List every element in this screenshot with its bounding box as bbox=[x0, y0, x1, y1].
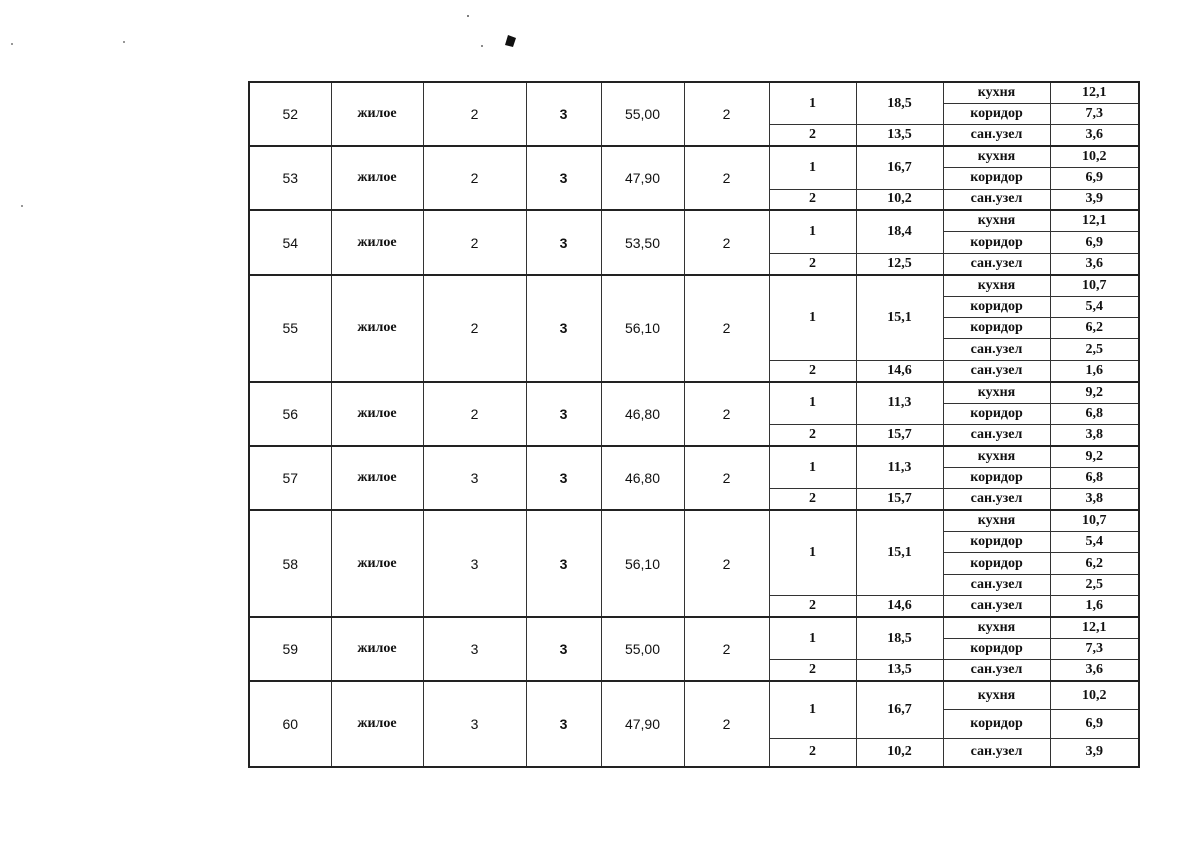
floor: 3 bbox=[423, 510, 526, 617]
aux-room-area: 7,3 bbox=[1050, 103, 1139, 124]
room-area: 18,5 bbox=[856, 82, 943, 125]
aux-room-name: кухня bbox=[943, 382, 1050, 403]
floor: 2 bbox=[423, 210, 526, 274]
aux-room-area: 12,1 bbox=[1050, 617, 1139, 638]
apartments-table-body bbox=[249, 82, 1139, 767]
room-area: 10,2 bbox=[856, 738, 943, 767]
aux-room-name: кухня bbox=[943, 275, 1050, 296]
total-area: 47,90 bbox=[601, 681, 684, 767]
column-6-value: 2 bbox=[684, 210, 769, 274]
aux-room-name: сан.узел bbox=[943, 660, 1050, 681]
aux-room-name: коридор bbox=[943, 296, 1050, 317]
aux-room-area: 10,2 bbox=[1050, 146, 1139, 167]
floor: 2 bbox=[423, 275, 526, 382]
room-index: 2 bbox=[769, 489, 856, 510]
aux-room-name: сан.узел bbox=[943, 489, 1050, 510]
aux-room-area: 3,6 bbox=[1050, 125, 1139, 146]
premises-type: жилое bbox=[331, 617, 423, 681]
aux-room-area: 6,9 bbox=[1050, 710, 1139, 739]
aux-room-area: 10,7 bbox=[1050, 510, 1139, 531]
aux-room-name: коридор bbox=[943, 710, 1050, 739]
aux-room-area: 12,1 bbox=[1050, 82, 1139, 103]
room-count: 3 bbox=[526, 210, 601, 274]
room-area: 14,6 bbox=[856, 596, 943, 617]
room-area: 13,5 bbox=[856, 125, 943, 146]
aux-room-name: сан.узел bbox=[943, 360, 1050, 381]
aux-room-area: 9,2 bbox=[1050, 446, 1139, 467]
apartment-number: 59 bbox=[249, 617, 331, 681]
premises-type: жилое bbox=[331, 82, 423, 146]
total-area: 47,90 bbox=[601, 146, 684, 210]
aux-room-name: коридор bbox=[943, 168, 1050, 189]
floor: 3 bbox=[423, 681, 526, 767]
table-row bbox=[249, 510, 1139, 531]
aux-room-area: 10,7 bbox=[1050, 275, 1139, 296]
room-index: 1 bbox=[769, 617, 856, 660]
column-6-value: 2 bbox=[684, 146, 769, 210]
floor: 2 bbox=[423, 82, 526, 146]
room-area: 15,7 bbox=[856, 425, 943, 446]
table-row bbox=[249, 146, 1139, 167]
total-area: 46,80 bbox=[601, 446, 684, 510]
aux-room-area: 1,6 bbox=[1050, 360, 1139, 381]
aux-room-area: 1,6 bbox=[1050, 596, 1139, 617]
apartment-number: 58 bbox=[249, 510, 331, 617]
premises-type: жилое bbox=[331, 446, 423, 510]
aux-room-name: сан.узел bbox=[943, 596, 1050, 617]
floor: 3 bbox=[423, 446, 526, 510]
aux-room-area: 6,2 bbox=[1050, 317, 1139, 338]
apartments-table bbox=[248, 81, 1140, 768]
premises-type: жилое bbox=[331, 210, 423, 274]
aux-room-area: 3,6 bbox=[1050, 253, 1139, 274]
aux-room-area: 3,8 bbox=[1050, 489, 1139, 510]
room-area: 13,5 bbox=[856, 660, 943, 681]
room-index: 1 bbox=[769, 681, 856, 738]
aux-room-area: 3,9 bbox=[1050, 189, 1139, 210]
room-count: 3 bbox=[526, 382, 601, 446]
column-6-value: 2 bbox=[684, 510, 769, 617]
room-index: 1 bbox=[769, 210, 856, 253]
room-area: 12,5 bbox=[856, 253, 943, 274]
room-count: 3 bbox=[526, 146, 601, 210]
room-area: 18,4 bbox=[856, 210, 943, 253]
aux-room-area: 2,5 bbox=[1050, 574, 1139, 595]
apartment-number: 54 bbox=[249, 210, 331, 274]
room-count: 3 bbox=[526, 510, 601, 617]
aux-room-area: 6,2 bbox=[1050, 553, 1139, 574]
aux-room-name: коридор bbox=[943, 317, 1050, 338]
room-index: 2 bbox=[769, 596, 856, 617]
room-area: 16,7 bbox=[856, 681, 943, 738]
room-area: 18,5 bbox=[856, 617, 943, 660]
aux-room-name: коридор bbox=[943, 532, 1050, 553]
room-area: 11,3 bbox=[856, 446, 943, 489]
premises-type: жилое bbox=[331, 146, 423, 210]
room-index: 2 bbox=[769, 425, 856, 446]
table-row bbox=[249, 681, 1139, 710]
column-6-value: 2 bbox=[684, 617, 769, 681]
aux-room-area: 6,8 bbox=[1050, 467, 1139, 488]
total-area: 56,10 bbox=[601, 275, 684, 382]
aux-room-name: коридор bbox=[943, 553, 1050, 574]
room-count: 3 bbox=[526, 681, 601, 767]
room-index: 2 bbox=[769, 189, 856, 210]
table-row bbox=[249, 82, 1139, 103]
aux-room-area: 5,4 bbox=[1050, 532, 1139, 553]
room-count: 3 bbox=[526, 446, 601, 510]
room-area: 15,1 bbox=[856, 510, 943, 596]
premises-type: жилое bbox=[331, 510, 423, 617]
aux-room-name: сан.узел bbox=[943, 574, 1050, 595]
room-area: 15,1 bbox=[856, 275, 943, 361]
apartment-number: 56 bbox=[249, 382, 331, 446]
table-row bbox=[249, 275, 1139, 296]
column-6-value: 2 bbox=[684, 82, 769, 146]
premises-type: жилое bbox=[331, 382, 423, 446]
room-index: 1 bbox=[769, 275, 856, 361]
apartment-number: 52 bbox=[249, 82, 331, 146]
aux-room-name: сан.узел bbox=[943, 425, 1050, 446]
floor: 2 bbox=[423, 382, 526, 446]
floor: 3 bbox=[423, 617, 526, 681]
aux-room-name: кухня bbox=[943, 82, 1050, 103]
aux-room-area: 10,2 bbox=[1050, 681, 1139, 710]
aux-room-name: кухня bbox=[943, 681, 1050, 710]
total-area: 46,80 bbox=[601, 382, 684, 446]
aux-room-area: 5,4 bbox=[1050, 296, 1139, 317]
room-area: 10,2 bbox=[856, 189, 943, 210]
table-row bbox=[249, 382, 1139, 403]
aux-room-name: коридор bbox=[943, 232, 1050, 253]
room-index: 1 bbox=[769, 446, 856, 489]
total-area: 56,10 bbox=[601, 510, 684, 617]
aux-room-area: 3,8 bbox=[1050, 425, 1139, 446]
aux-room-name: коридор bbox=[943, 403, 1050, 424]
apartment-number: 60 bbox=[249, 681, 331, 767]
apartment-number: 53 bbox=[249, 146, 331, 210]
aux-room-area: 9,2 bbox=[1050, 382, 1139, 403]
room-area: 16,7 bbox=[856, 146, 943, 189]
aux-room-name: кухня bbox=[943, 446, 1050, 467]
room-area: 14,6 bbox=[856, 360, 943, 381]
room-index: 2 bbox=[769, 125, 856, 146]
room-index: 2 bbox=[769, 660, 856, 681]
aux-room-area: 6,9 bbox=[1050, 232, 1139, 253]
aux-room-name: кухня bbox=[943, 510, 1050, 531]
room-count: 3 bbox=[526, 275, 601, 382]
aux-room-name: сан.узел bbox=[943, 339, 1050, 360]
aux-room-name: кухня bbox=[943, 210, 1050, 231]
column-6-value: 2 bbox=[684, 446, 769, 510]
room-index: 2 bbox=[769, 360, 856, 381]
aux-room-area: 6,9 bbox=[1050, 168, 1139, 189]
column-6-value: 2 bbox=[684, 275, 769, 382]
premises-type: жилое bbox=[331, 681, 423, 767]
aux-room-name: коридор bbox=[943, 103, 1050, 124]
total-area: 53,50 bbox=[601, 210, 684, 274]
table-row bbox=[249, 446, 1139, 467]
room-index: 1 bbox=[769, 510, 856, 596]
aux-room-name: коридор bbox=[943, 467, 1050, 488]
room-count: 3 bbox=[526, 617, 601, 681]
aux-room-area: 2,5 bbox=[1050, 339, 1139, 360]
total-area: 55,00 bbox=[601, 82, 684, 146]
aux-room-name: сан.узел bbox=[943, 125, 1050, 146]
aux-room-name: сан.узел bbox=[943, 738, 1050, 767]
room-count: 3 bbox=[526, 82, 601, 146]
total-area: 55,00 bbox=[601, 617, 684, 681]
aux-room-name: кухня bbox=[943, 146, 1050, 167]
room-index: 2 bbox=[769, 253, 856, 274]
aux-room-name: кухня bbox=[943, 617, 1050, 638]
room-index: 1 bbox=[769, 382, 856, 425]
aux-room-area: 7,3 bbox=[1050, 639, 1139, 660]
aux-room-name: коридор bbox=[943, 639, 1050, 660]
apartment-number: 57 bbox=[249, 446, 331, 510]
room-area: 15,7 bbox=[856, 489, 943, 510]
column-6-value: 2 bbox=[684, 681, 769, 767]
aux-room-area: 12,1 bbox=[1050, 210, 1139, 231]
room-index: 2 bbox=[769, 738, 856, 767]
aux-room-name: сан.узел bbox=[943, 189, 1050, 210]
room-index: 1 bbox=[769, 146, 856, 189]
apartment-number: 55 bbox=[249, 275, 331, 382]
table-row bbox=[249, 617, 1139, 638]
room-area: 11,3 bbox=[856, 382, 943, 425]
room-index: 1 bbox=[769, 82, 856, 125]
aux-room-area: 3,9 bbox=[1050, 738, 1139, 767]
table-row bbox=[249, 210, 1139, 231]
aux-room-area: 3,6 bbox=[1050, 660, 1139, 681]
floor: 2 bbox=[423, 146, 526, 210]
column-6-value: 2 bbox=[684, 382, 769, 446]
aux-room-name: сан.узел bbox=[943, 253, 1050, 274]
premises-type: жилое bbox=[331, 275, 423, 382]
aux-room-area: 6,8 bbox=[1050, 403, 1139, 424]
